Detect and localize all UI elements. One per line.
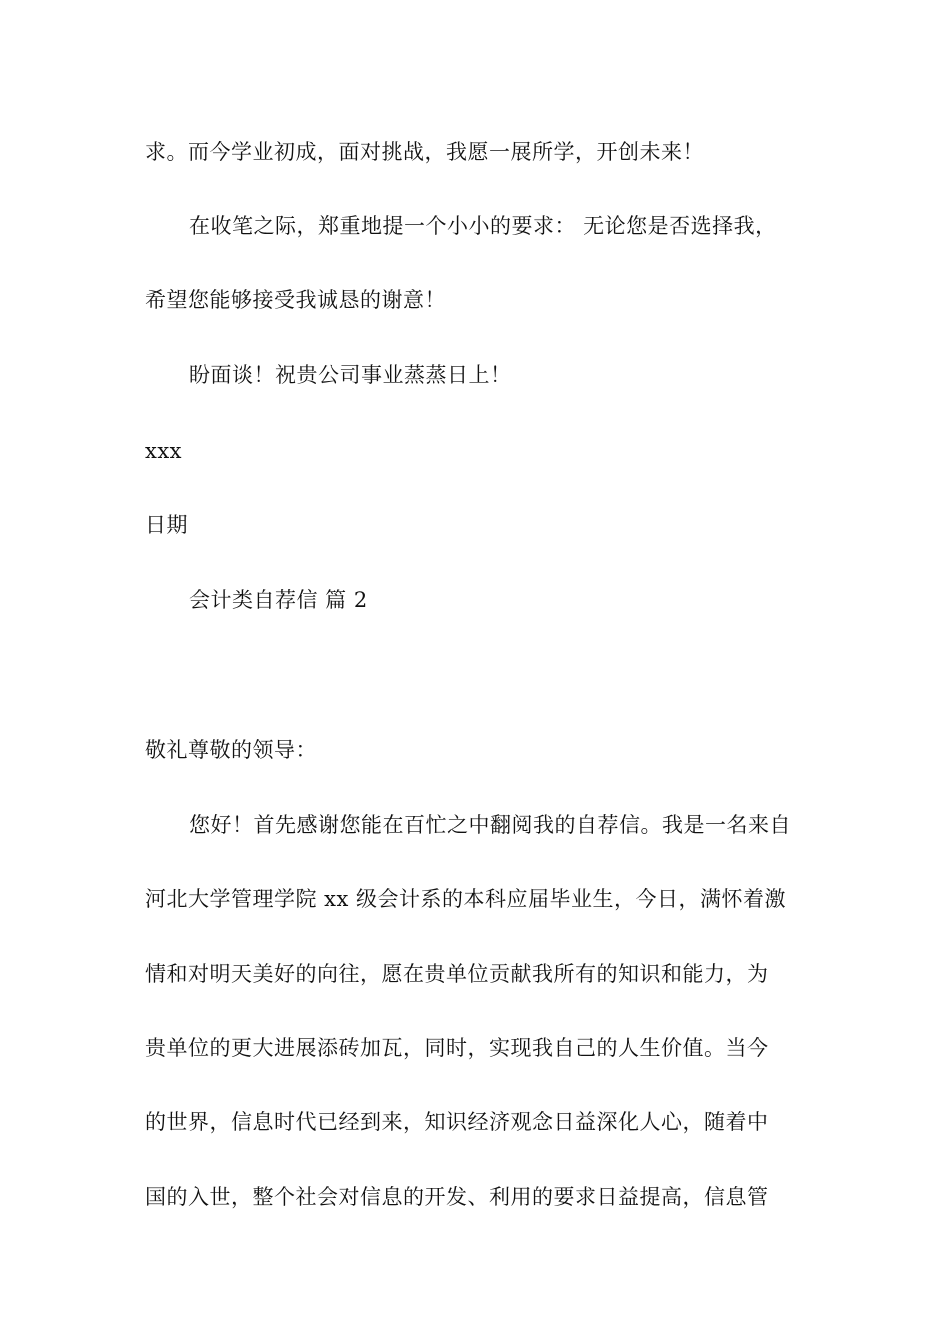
section-heading: 会计类自荐信 篇 2: [189, 588, 368, 612]
text-line: 盼面谈！祝贵公司事业蒸蒸日上！: [189, 363, 512, 387]
signature-date: 日期: [145, 513, 188, 537]
text-line: 的世界，信息时代已经到来，知识经济观念日益深化人心，随着中: [145, 1110, 769, 1134]
salutation: 敬礼尊敬的领导：: [145, 738, 317, 762]
text-line: 贵单位的更大进展添砖加瓦，同时，实现我自己的人生价值。当今: [145, 1036, 769, 1060]
text-line: 希望您能够接受我诚恳的谢意！: [145, 288, 446, 312]
text-line: 您好！首先感谢您能在百忙之中翻阅我的自荐信。我是一名来自: [189, 813, 791, 837]
text-line: 在收笔之际，郑重地提一个小小的要求： 无论您是否选择我，: [189, 214, 777, 238]
signature-name: xxx: [145, 439, 183, 463]
text-line: 国的入世，整个社会对信息的开发、利用的要求日益提高，信息管: [145, 1185, 769, 1209]
text-line: 情和对明天美好的向往，愿在贵单位贡献我所有的知识和能力，为: [145, 962, 769, 986]
text-line: 河北大学管理学院 xx 级会计系的本科应届毕业生，今日，满怀着激: [145, 887, 787, 911]
text-line: 求。而今学业初成，面对挑战，我愿一展所学，开创未来！: [145, 140, 704, 164]
